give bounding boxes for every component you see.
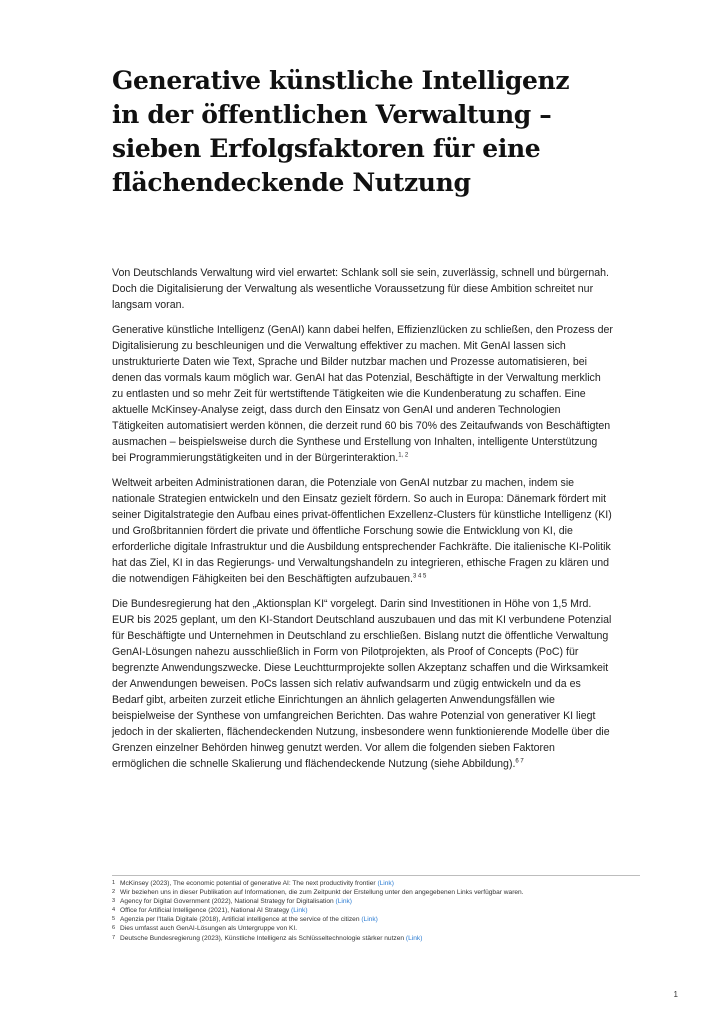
- footnote-ref: 6 7: [515, 758, 524, 765]
- title-line: in der öffentlichen Verwaltung –: [112, 100, 552, 129]
- footnote-link[interactable]: (Link): [361, 916, 378, 924]
- footnote-ref: 3 4 5: [412, 573, 427, 580]
- footnote-item: 7 Deutsche Bundesregierung (2023), Künstliche Intelligenz als Schlüsseltechnologie stärker nutzen (Link): [112, 934, 423, 942]
- footnote-item: 3 Agency for Digital Government (2022), National Strategy for Digitalisation (Link): [112, 898, 353, 906]
- footnote-link[interactable]: (Link): [377, 880, 394, 887]
- title-line: Generative künstliche Intelligenz: [112, 66, 570, 95]
- footnote-divider: [112, 875, 640, 876]
- body-text: [112, 265, 614, 781]
- footnote-link[interactable]: (Link): [291, 907, 308, 915]
- title-line: sieben Erfolgsfaktoren für eine: [112, 134, 541, 163]
- footnote-item: 6 Dies umfasst auch GenAI-Lösungen als Untergruppe von KI.: [112, 925, 298, 933]
- title-line: flächendeckende Nutzung: [112, 168, 471, 197]
- footnote-item: 4 Office for Artificial Intelligence (2021), National AI Strategy (Link): [112, 907, 308, 915]
- intro-paragraph: Von Deutschlands Verwaltung wird viel erwartet: Schlank soll sie sein, zuverlässig, schnell und bürgernah. Doch die Digitalisierung der Verwaltung als wesentliche Voraussetzung für diese Ambition schreitet nur langsam voran.: [112, 267, 609, 311]
- bundesregierung-paragraph: Die Bundesregierung hat den „Aktionsplan KI“ vorgelegt. Darin sind Investitionen in Höhe von 1,5 Mrd. EUR bis 2025 geplant, um den KI-Standort Deutschland auszubauen und das mit KI verbundene Potenzial für Beschäftigte und Unternehmen in Deutschland zu erschließen. Bislang nutzt die öffentliche Verwaltung GenAI-Lösungen nahezu ausschließlich in Form von Pilotprojekten, als Proof of Concepts (PoC) für begrenzte Anwendungszwecke. Diese Leuchtturmprojekte sollen Akzeptanz schaffen und die Wirksamkeit der Anwendungen beweisen. PoCs lassen sich relativ aufwandsarm und zügig entwickeln und da es Bedarf gibt, arbeiten zurzeit etliche Einrichtungen an ähnlich gelagerten Anwendungsfällen wie beispielweise der Synthese von umfangreichen Berichten. Das wahre Potenzial von generativer KI liegt jedoch in der skalierten, flächendeckenden Nutzung, insbesondere wenn funktionierende Modelle über die Grenzen einzelner Behörden hinweg genutzt werden. Vor allem die folgenden sieben Faktoren ermöglichen die schnelle Skalierung und flächendeckende Nutzung (siehe Abbildung).$^{6 7}$: [112, 598, 612, 770]
- international-paragraph: Weltweit arbeiten Administrationen daran, die Potenziale von GenAI nutzbar zu machen, indem sie nationale Strategien entwickeln und den Einsatz gezielt fördern. So auch in Europa: Dänemark fördert mit seiner Digitalstrategie den Aufbau eines privat-öffentlichen Exzellenz-Clusters für künstliche Intelligenz (KI) und Großbritannien fördert die private und öffentliche Forschung sowie die Entwicklung von KI, die erforderliche digitale Infrastruktur und die Ausbildung entsprechender Fachkräfte. Die italienische KI-Politik hat das Ziel, KI in das Regierungs- und Verwaltungshandeln zu integrieren, ethische Fragen zu klären und die notwendigen Fähigkeiten bei den Beschäftigten aufzubauen.$^{3 4 5}$: [112, 477, 612, 585]
- footnote-item: 2 Wir beziehen uns in dieser Publikation auf Informationen, die zum Zeitpunkt der Erstellung unter den angegebenen Links verfügbar waren.: [112, 889, 524, 897]
- footnote-ref: 1, 2: [398, 452, 409, 459]
- page-title: [112, 64, 582, 200]
- page-number: 1: [673, 990, 678, 999]
- footnotes: [112, 875, 642, 943]
- genai-paragraph: Generative künstliche Intelligenz (GenAI) kann dabei helfen, Effizienzlücken zu schließen, den Prozess der Digitalisierung zu beschleunigen und die Verwaltung effektiver zu machen. Mit GenAI lassen sich unstrukturierte Daten wie Text, Sprache und Bilder nutzbar machen und Prozesse automatisieren, bei denen das vormals kaum möglich war. GenAI hat das Potenzial, Beschäftigte in der Verwaltung merklich zu entlasten und so mehr Zeit für wertstiftende Tätigkeiten wie die Kundenberatung zu schaffen. Eine aktuelle McKinsey-Analyse zeigt, dass durch den Einsatz von GenAI und anderen Technologien Tätigkeiten automatisiert werden können, die derzeit rund 60 bis 70% des Zeitaufwands von Beschäftigten ausmachen – beispielsweise durch die Synthese und Erstellung von Inhalten, intelligente Unterstützung bei Programmierungstätigkeiten und in der Bürgerinteraktion.$^{1, 2}$: [112, 324, 613, 464]
- footnote-link[interactable]: (Link): [405, 934, 423, 942]
- footnote-item: 1 McKinsey (2023), The economic potential of generative AI: The next productivity frontier (Link): [112, 880, 394, 887]
- footnote-link[interactable]: (Link): [335, 898, 353, 906]
- footnote-item: 5 Agenzia per l'Italia Digitale (2018), Artificial intelligence at the service of the citizen (Link): [112, 916, 378, 924]
